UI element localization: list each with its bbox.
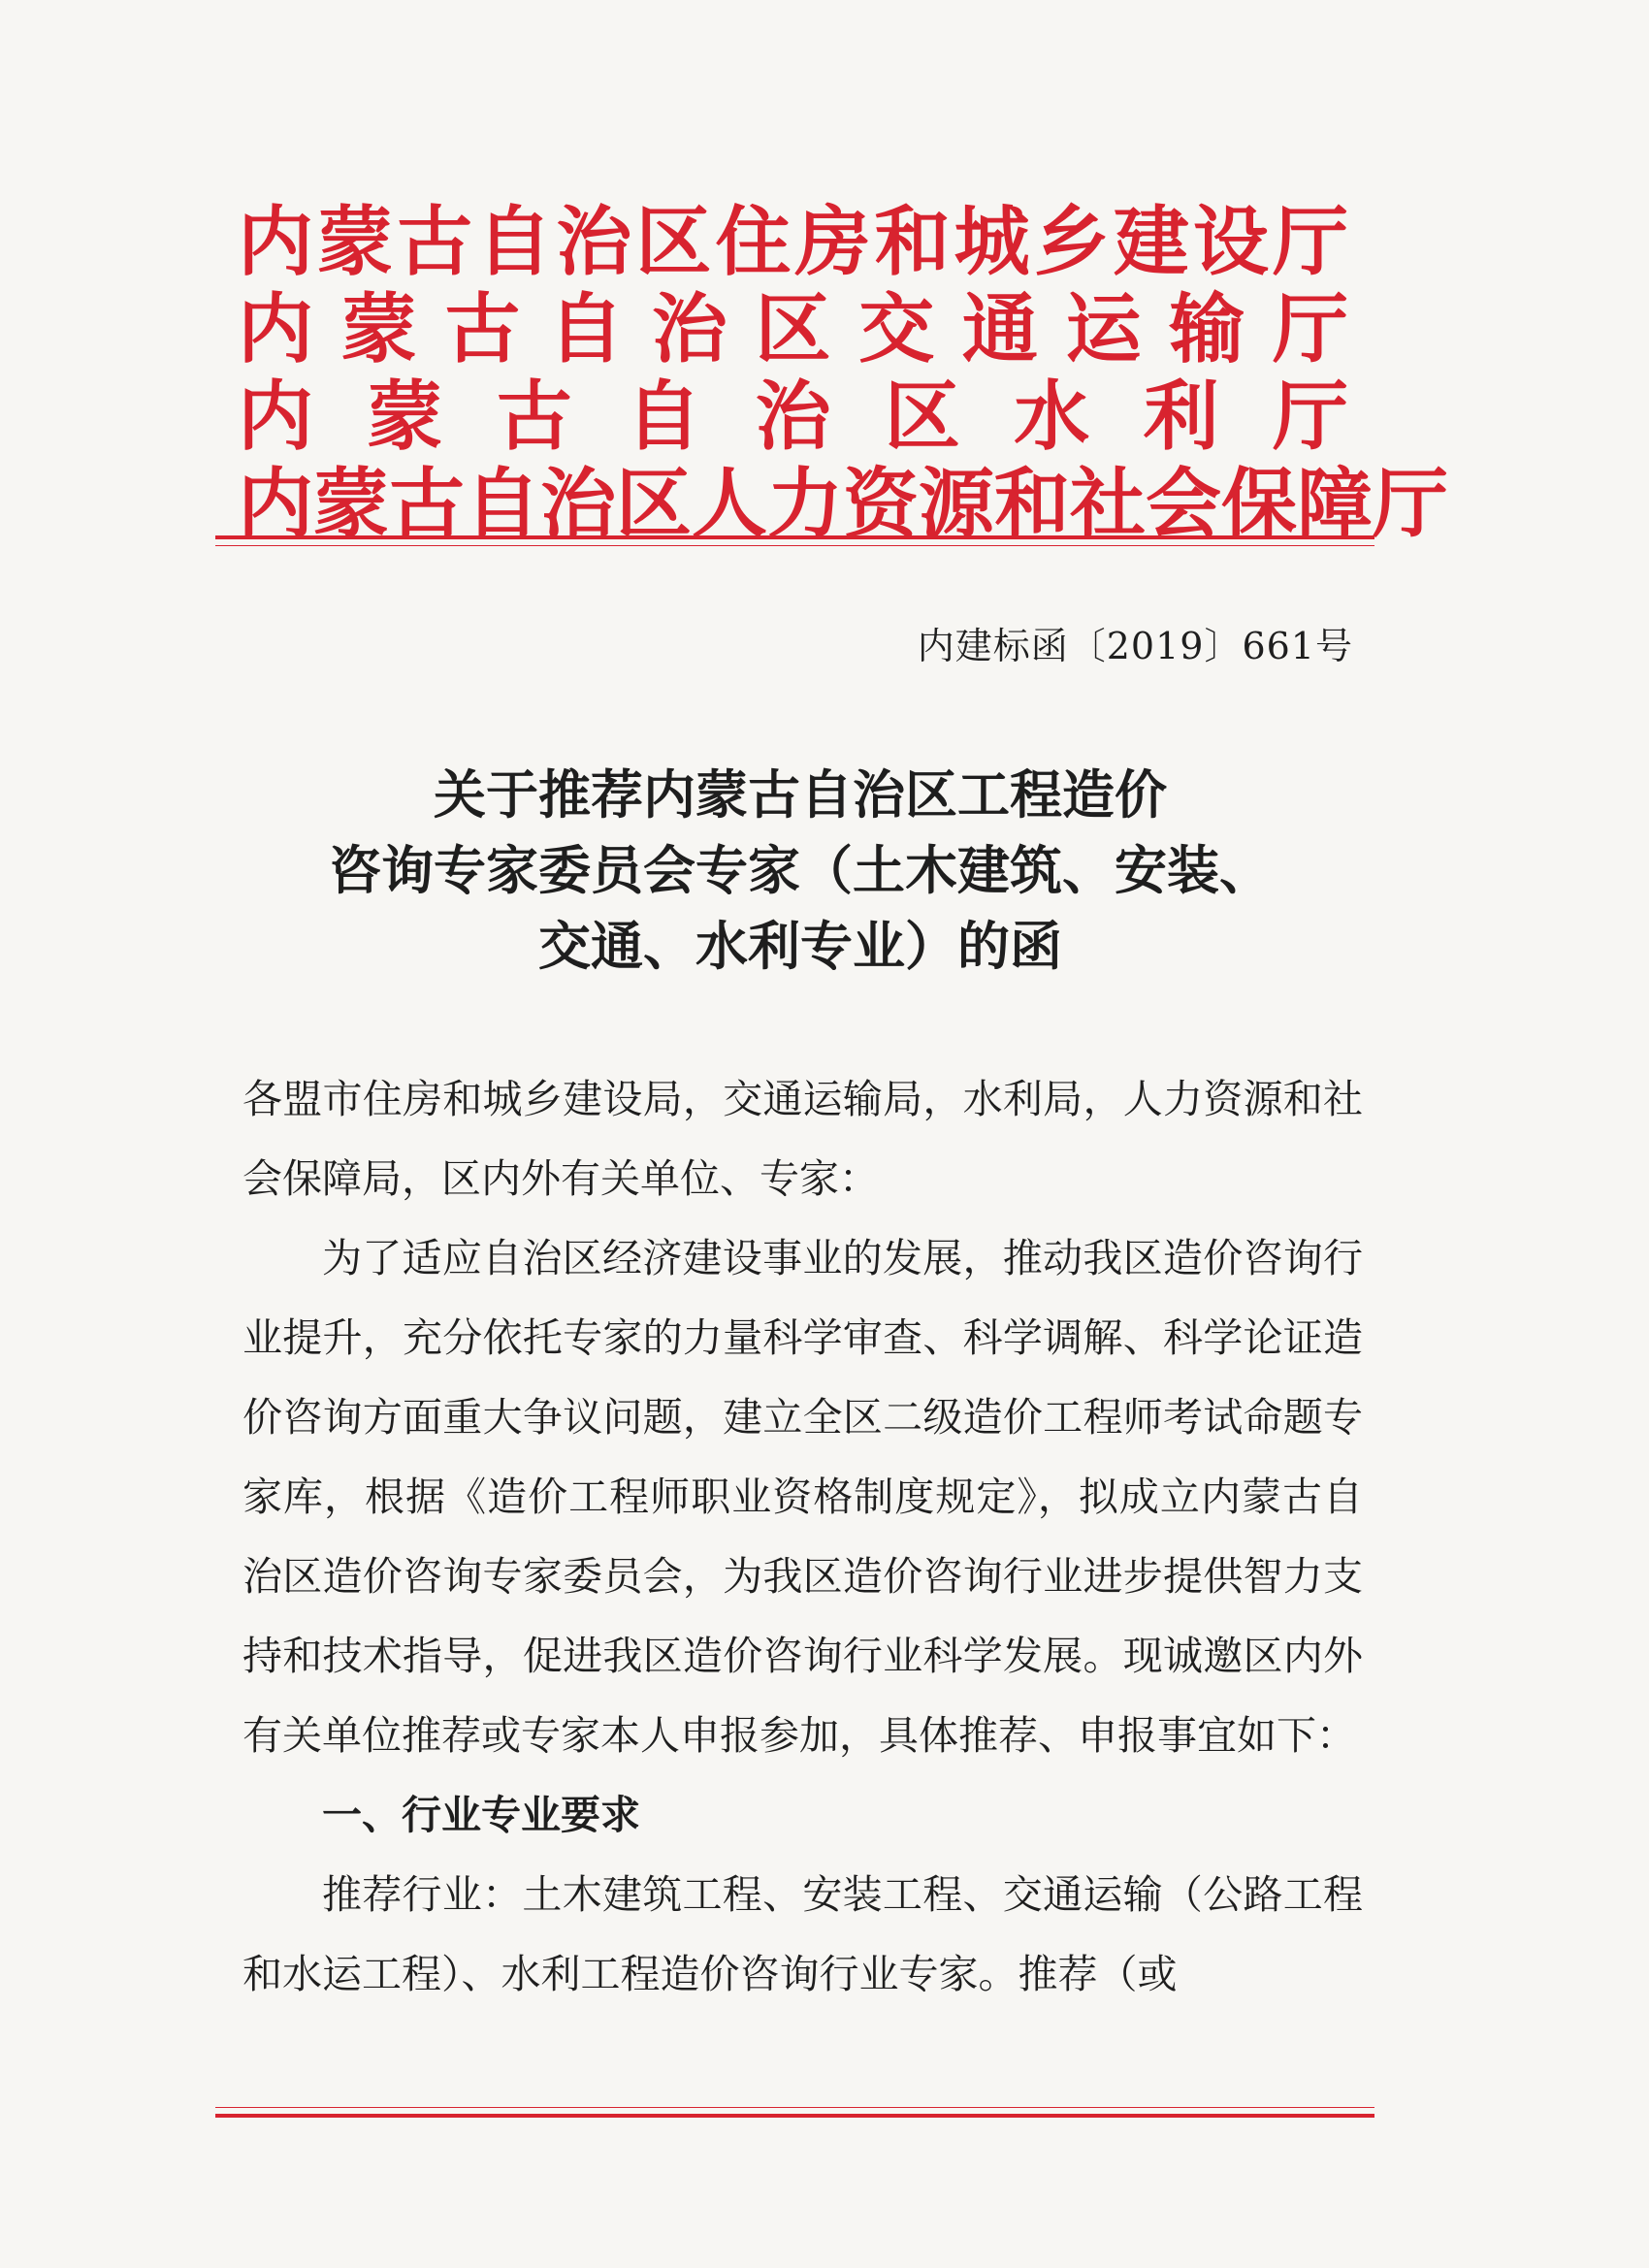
document-body [242, 1059, 1363, 2014]
issuing-authorities-header [238, 199, 1449, 548]
section-heading-1: 一、行业专业要求 [322, 1792, 640, 1838]
authority-human-resources: 内蒙古自治区人力资源和社会保障厅 [238, 461, 1449, 548]
footer-divider [215, 2107, 1374, 2108]
title-line-1: 关于推荐内蒙古自治区工程造价 [434, 763, 1167, 826]
addressee: 各盟市住房和城乡建设局，交通运输局，水利局，人力资源和社会保障局，区内外有关单位、专家： [242, 1076, 1363, 1202]
header-divider [215, 535, 1374, 539]
document-number: 内建标函〔2019〕661号 [917, 625, 1353, 667]
body-paragraph-2: 推荐行业：土木建筑工程、安装工程、交通运输（公路工程和水运工程）、水利工程造价咨询行业专家。推荐（或 [242, 1871, 1363, 1997]
title-line-3: 交通、水利专业）的函 [538, 915, 1062, 977]
authority-water-resources: 内蒙古自治区水利厅 [238, 373, 1348, 461]
body-paragraph-1: 为了适应自治区经济建设事业的发展，推动我区造价咨询行业提升，充分依托专家的力量科学审查、科学调解、科学论证造价咨询方面重大争议问题，建立全区二级造价工程师考试命题专家库，根据《造价工程师职业资格制度规定》，拟成立内蒙古自治区造价咨询专家委员会，为我区造价咨询行业进步提供智力支持和技术指导，促进我区造价咨询行业科学发展。现诚邀区内外有关单位推荐或专家本人申报参加，具体推荐、申报事宜如下： [242, 1235, 1363, 1759]
authority-transport: 内蒙古自治区交通运输厅 [238, 286, 1348, 373]
authority-housing-construction: 内蒙古自治区住房和城乡建设厅 [238, 199, 1348, 286]
document-title [233, 757, 1368, 984]
title-line-2: 咨询专家委员会专家（土木建筑、安装、 [329, 839, 1272, 901]
